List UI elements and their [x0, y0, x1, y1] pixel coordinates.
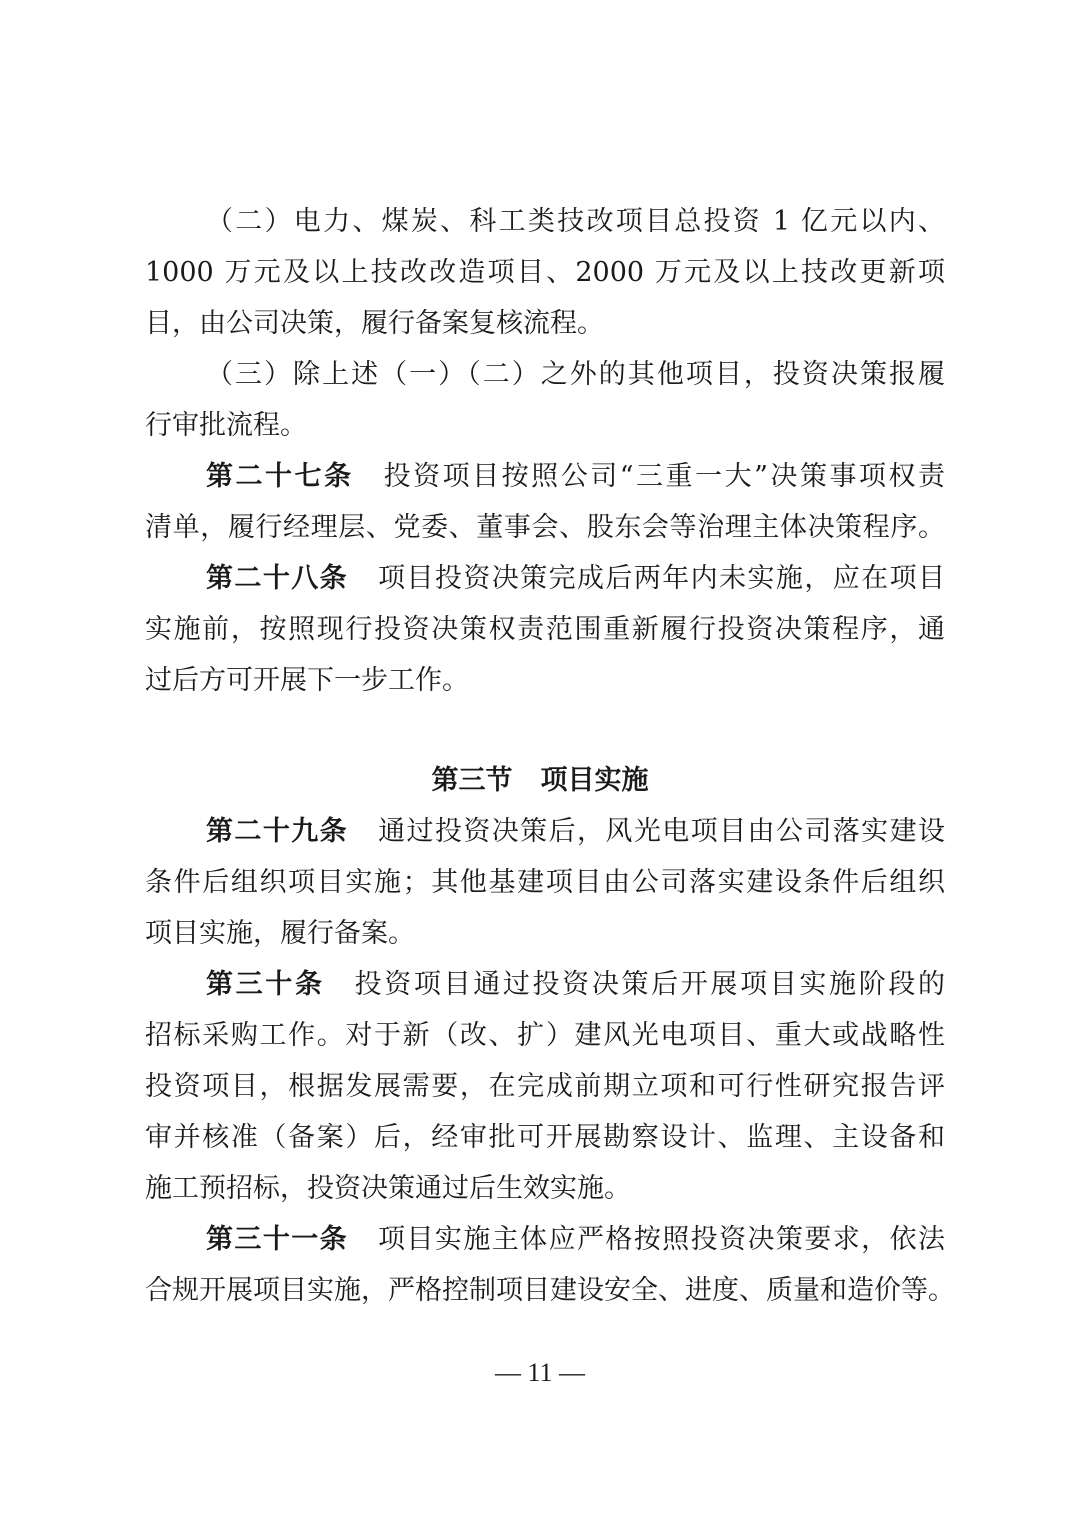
- text-line: 项目实施，履行备案。: [145, 918, 415, 949]
- text-span: 投资项目通过投资决策后开展项目实施阶段的: [354, 969, 945, 1000]
- text-span: 投资项目按照公司“三重一大”决策事项权责: [383, 461, 946, 492]
- article-label: 第二十九条: [206, 816, 349, 847]
- text-line: 过后方可开展下一步工作。: [145, 665, 469, 696]
- article-27-first-line: [206, 460, 945, 494]
- section-number: 第三节: [431, 765, 513, 796]
- text-line: 1000 万元及以上技改改造项目、2000 万元及以上技改更新项: [145, 257, 945, 288]
- text-line: 审并核准（备案）后，经审批可开展勘察设计、监理、主设备和: [145, 1122, 945, 1153]
- text-span: 通过投资决策后，风光电项目由公司落实建设: [378, 816, 946, 847]
- text-line: 条件后组织项目实施；其他基建项目由公司落实建设条件后组织: [145, 867, 945, 898]
- section-heading: [0, 764, 1080, 798]
- text-line: 投资项目，根据发展需要，在完成前期立项和可行性研究报告评: [145, 1071, 945, 1102]
- section-title: 项目实施: [540, 765, 649, 796]
- article-label: 第三十一条: [206, 1224, 349, 1255]
- text-line: （二）电力、煤炭、科工类技改项目总投资 1 亿元以内、: [206, 206, 945, 237]
- text-line: 行审批流程。: [145, 410, 307, 441]
- text-line: 实施前，按照现行投资决策权责范围重新履行投资决策程序，通: [145, 614, 945, 645]
- article-31-first-line: [206, 1223, 945, 1257]
- text-span: 项目投资决策完成后两年内未实施，应在项目: [378, 563, 946, 594]
- text-line: （三）除上述（一）（二）之外的其他项目，投资决策报履: [206, 359, 945, 390]
- text-line: 清单，履行经理层、党委、董事会、股东会等治理主体决策程序。: [145, 512, 945, 543]
- article-label: 第二十八条: [206, 563, 349, 594]
- text-line: 施工预招标，投资决策通过后生效实施。: [145, 1173, 631, 1204]
- article-label: 第三十条: [206, 969, 325, 1000]
- text-line: 合规开展项目实施，严格控制项目建设安全、进度、质量和造价等。: [145, 1275, 955, 1306]
- text-span: 项目实施主体应严格按照投资决策要求，依法: [378, 1224, 946, 1255]
- page-number: — 11 —: [494, 1358, 586, 1387]
- text-line: 目，由公司决策，履行备案复核流程。: [145, 308, 604, 339]
- article-label: 第二十七条: [206, 461, 354, 492]
- text-line: 招标采购工作。对于新（改、扩）建风光电项目、重大或战略性: [145, 1020, 945, 1051]
- article-28-first-line: [206, 562, 945, 596]
- article-30-first-line: [206, 968, 945, 1002]
- article-29-first-line: [206, 815, 945, 849]
